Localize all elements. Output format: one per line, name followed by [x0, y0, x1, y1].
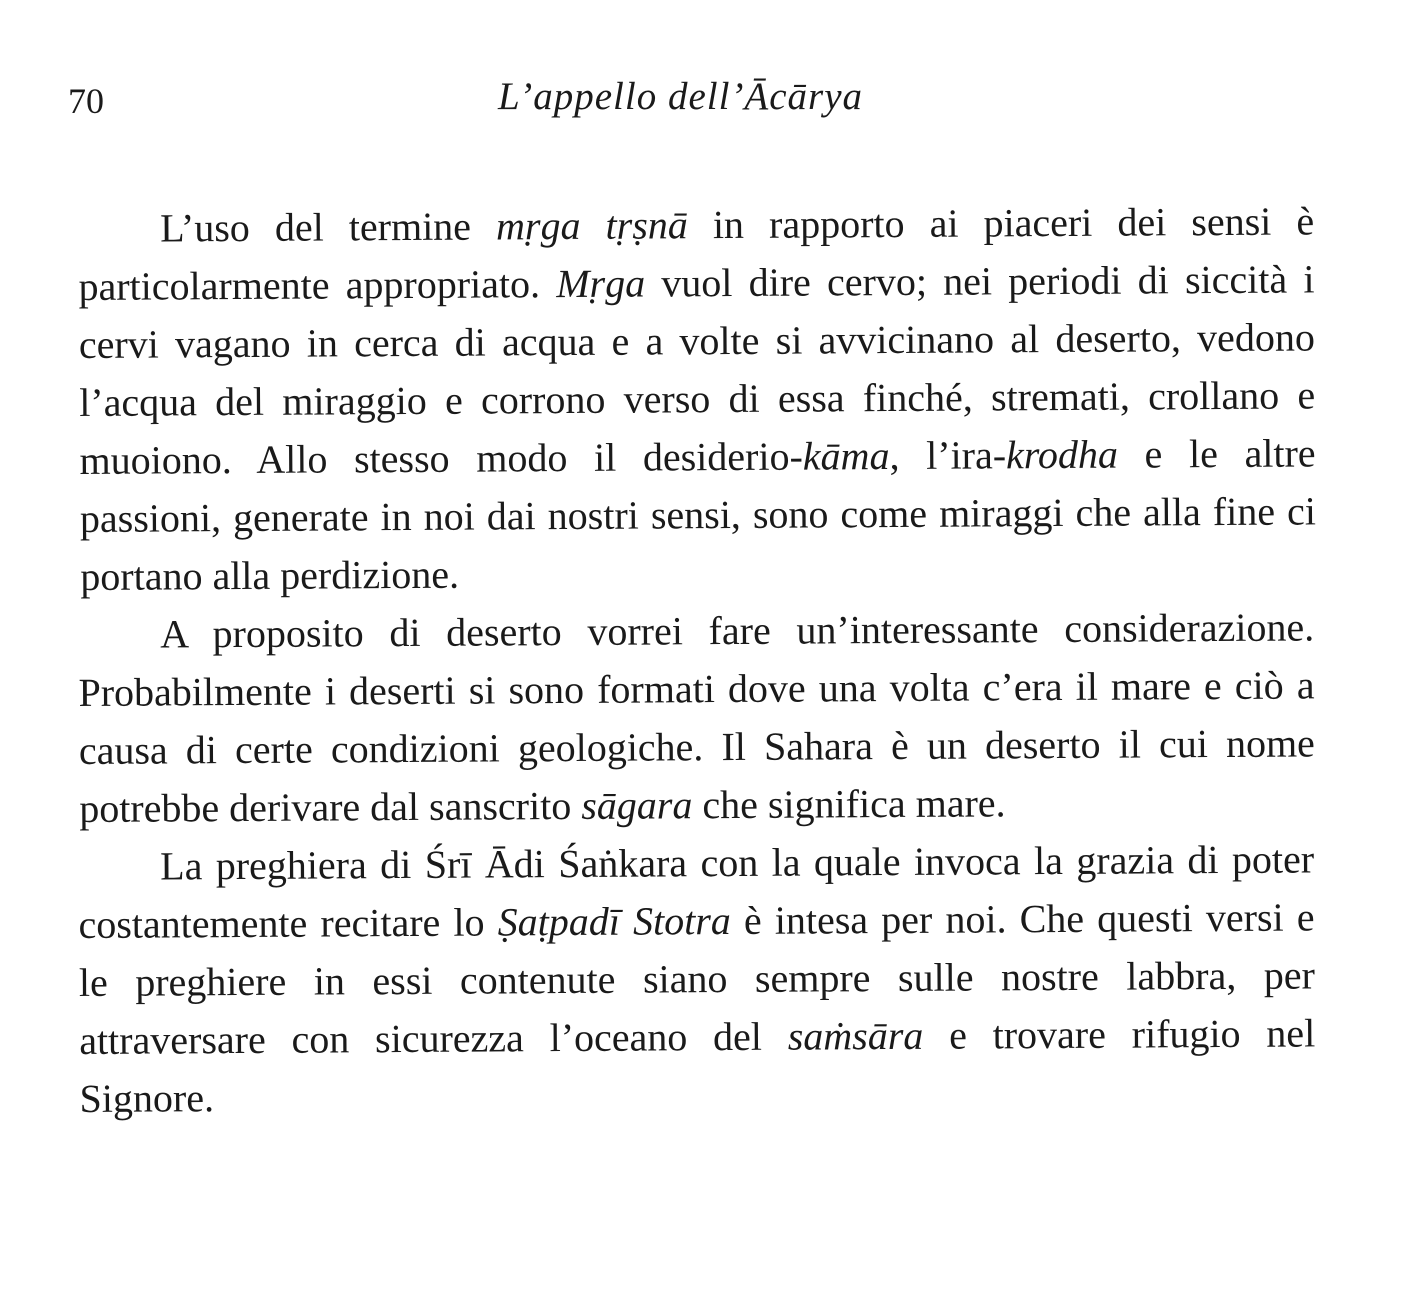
paragraph-3 — [78, 830, 1316, 1128]
paragraph-1 — [78, 192, 1316, 606]
text-segment-italic: mṛga tṛṣnā — [495, 202, 688, 249]
paragraph-2 — [78, 598, 1315, 838]
page-number: 70 — [68, 81, 104, 121]
text-segment: è intesa per noi. Che questi versi e le preghiere in essi contenute siano sempre sulle nostre labbra, per attraversare con sicurezza l’oceano del — [78, 894, 1315, 1063]
text-segment-italic: saṁsāra — [787, 1012, 924, 1059]
text-segment: La preghiera di Śrī Ādi Śaṅkara con la quale invoca la grazia di poter costantemente recitare lo — [78, 836, 1315, 947]
running-title: L’appello dell’Ācārya — [498, 75, 864, 118]
text-segment-italic: Ṣaṭpadī Stotra — [497, 898, 731, 945]
text-segment: e trovare rifugio nel Signore. — [79, 1010, 1316, 1121]
text-segment-italic: Mṛga — [556, 260, 646, 307]
text-segment: in rapporto ai piaceri dei sensi è particolarmente appropriato. — [78, 198, 1315, 309]
text-segment-italic: kāma — [802, 433, 890, 479]
body-text — [78, 198, 1317, 1128]
text-segment-italic: krodha — [1005, 431, 1119, 478]
text-segment: e le altre passioni, generate in noi dai nostri sensi, sono come miraggi che alla fine ci portano alla perdizione. — [79, 430, 1317, 599]
text-segment: , l’ira- — [889, 432, 1007, 479]
page-header — [68, 72, 1318, 122]
text-segment: L’uso del termine — [160, 203, 497, 251]
text-segment-italic: sāgara — [581, 782, 693, 828]
text-segment: che significa mare. — [692, 780, 1006, 828]
text-segment: A proposito di deserto vorrei fare un’interessante considerazione. Probabilmente i deserti si sono formati dove una volta c’era il mare e ciò a causa di certe condizioni geologiche. Il Sahara è un deserto il cui nome potrebbe derivare dal sanscrito — [78, 604, 1315, 831]
text-segment: vuol dire cervo; nei periodi di siccità i cervi vagano in cerca di acqua e a volte si avvicinano al deserto, vedono l’acqua del miraggio e corrono verso di essa finché, stremati, crollano e muoiono. Allo stesso modo il desiderio- — [78, 256, 1316, 483]
